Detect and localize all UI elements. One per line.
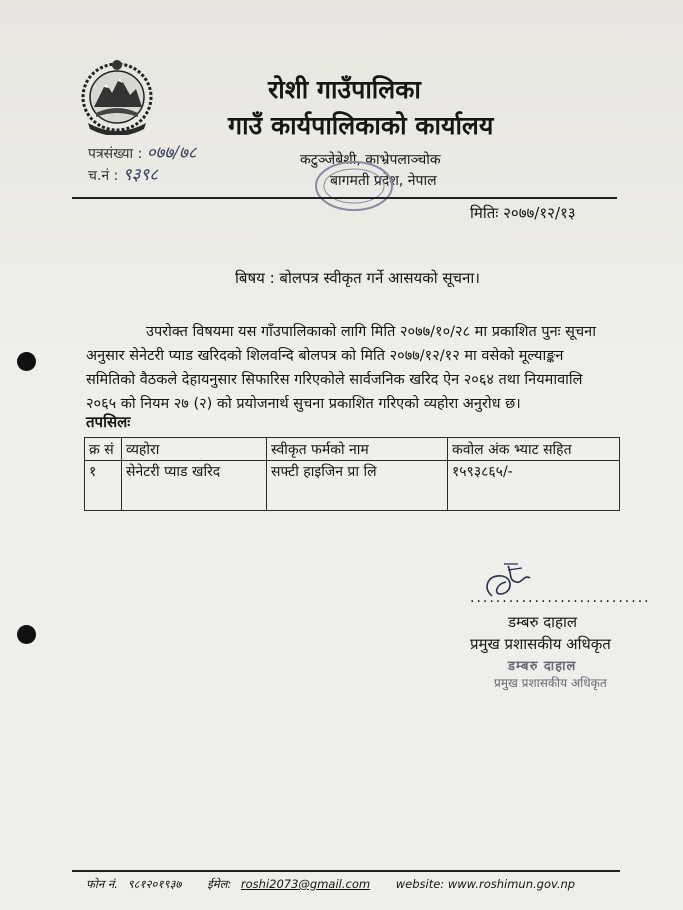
patra-value: ०७७/७८: [146, 143, 197, 163]
cell-amount: १५९३८६५/-: [448, 461, 620, 511]
office-name: गाउँ कार्यपालिकाको कार्यालय: [228, 111, 494, 140]
col-description-header: व्यहोरा: [122, 438, 267, 461]
chalani-label: च.नं :: [88, 168, 119, 184]
cell-sn: १: [85, 461, 122, 511]
body-line-2: अनुसार सेनेटरी प्याड खरिदको शिलवन्दि बोलपत्र को मिति २०७७/१२/१२ मा वसेको मूल्याङ्कन: [86, 348, 564, 364]
table-header-row: [85, 438, 620, 461]
phone-label: फोन नं.: [86, 877, 118, 891]
letter-subject: बिषय : बोलपत्र स्वीकृत गर्ने आसयको सूचना।: [235, 269, 480, 287]
col-sn-header: क्र सं: [85, 438, 122, 461]
email-link[interactable]: roshi2073@gmail.com: [240, 877, 371, 891]
punch-hole-bottom: [17, 625, 36, 644]
body-line-1: उपरोक्त विषयमा यस गाँउपालिकाको लागि मिति २०७७/१०/२८ मा प्रकाशित पुनः सूचना: [146, 324, 596, 340]
municipality-name: रोशी गाउँपालिका: [268, 75, 421, 104]
footer: [86, 877, 581, 892]
website-link[interactable]: website: www.roshimun.gov.np: [395, 877, 576, 891]
footer-divider: [72, 870, 620, 872]
cell-description: सेनेटरी प्याड खरिद: [122, 461, 267, 511]
col-firm-header: स्वीकृत फर्मको नाम: [267, 438, 448, 461]
email-label: ईमेल:: [207, 877, 232, 891]
table-row: [85, 461, 620, 511]
chalani-number: [88, 162, 158, 185]
bid-table: [84, 437, 620, 511]
col-amount-header: कवोल अंक भ्याट सहित: [448, 438, 620, 461]
cell-firm: सफ्टी हाइजिन प्रा लि: [267, 461, 448, 511]
signatory-title: प्रमुख प्रशासकीय अधिकृत: [470, 635, 611, 653]
stamp-name: डम्बरु दाहाल: [508, 659, 577, 674]
office-stamp-icon: [312, 158, 396, 218]
address-line-2: बागमती प्रदेश, नेपाल: [330, 173, 437, 189]
letter-date: मितिः २०७७/१२/१३: [470, 204, 576, 222]
letter-body: [86, 320, 626, 416]
punch-hole-top: [17, 352, 36, 371]
stamp-title: प्रमुख प्रशासकीय अधिकृत: [494, 676, 607, 690]
nepal-emblem-icon: [78, 55, 156, 135]
body-line-4: २०६५ को नियम २७ (२) को प्रयोजनार्थ सुचना प्रकाशित गरिएको व्यहोरा अनुरोध छ।: [86, 396, 521, 412]
patra-sankhya: [88, 140, 197, 163]
phone-value: ९८१२०१९३७: [127, 877, 182, 891]
signature-line: ............................: [470, 590, 651, 606]
patra-label: पत्रसंख्या :: [88, 146, 143, 162]
header-divider: [72, 197, 617, 199]
tapasil-label: तपसिलः: [86, 413, 131, 431]
chalani-value: ९३९८: [122, 165, 159, 185]
signatory-name: डम्बरु दाहाल: [508, 613, 578, 631]
body-line-3: समितिको वैठकले देहायनुसार सिफारिस गरिएकोले सार्वजनिक खरिद ऐन २०६४ तथा नियमावालि: [86, 372, 583, 388]
address-line-1: कटुञ्जेबेशी, काभ्रेपलाञ्चोक: [300, 152, 441, 168]
